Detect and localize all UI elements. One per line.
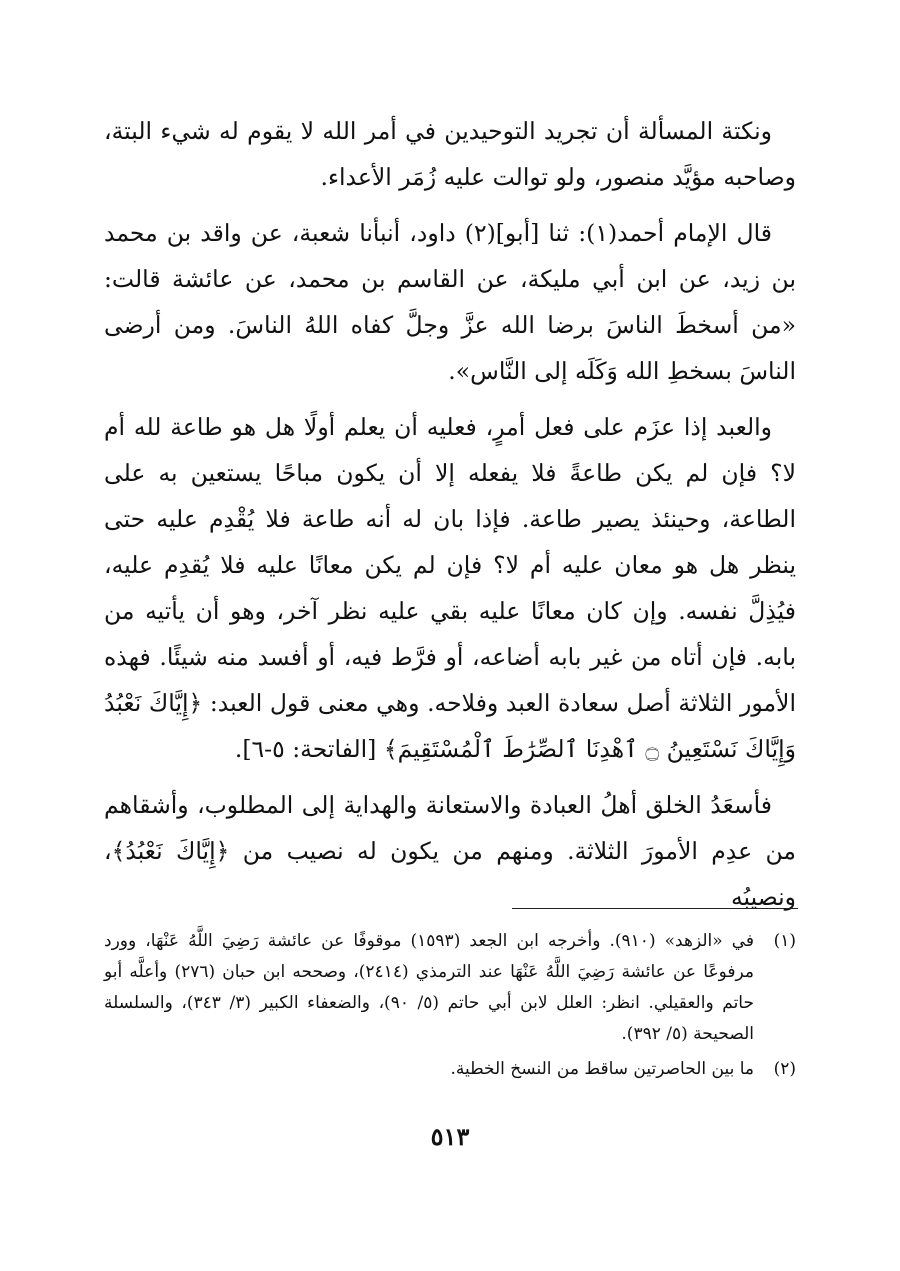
paragraph: فأسعَدُ الخلق أهلُ العبادة والاستعانة والهداية إلى المطلوب، وأشقاهم من عدِم الأمورَ الثلاثة. ومنهم من يكون له نصيب من ﴿إِيَّاكَ نَعْبُدُ﴾، ونصيبُه: [104, 791, 796, 911]
paragraph: قال الإمام أحمد(١): ثنا [أبو](٢) داود، أنبأنا شعبة، عن واقد بن محمد بن زيد، عن ابن أبي مليكة، عن القاسم بن محمد، عن عائشة قالت: «من أسخطَ الناسَ برضا الله عزَّ وجلَّ كفاه اللهُ الناسَ. ومن أرضى الناسَ بسخطِ الله وَكَلَه إلى النَّاس».: [104, 219, 796, 385]
footnote: [104, 926, 796, 1050]
footnote-text: ما بين الحاصرتين ساقط من النسخ الخطية.: [450, 1059, 754, 1079]
footnote: [104, 1054, 796, 1085]
footnotes: [104, 926, 796, 1089]
paragraph: ونكتة المسألة أن تجريد التوحيدين في أمر الله لا يقوم له شيء البتة، وصاحبه مؤيَّد منصور، ولو توالت عليه زُمَر الأعداء.: [104, 117, 796, 191]
paragraph: والعبد إذا عزَم على فعل أمرٍ، فعليه أن يعلم أولًا هل هو طاعة لله أم لا؟ فإن لم يكن طاعةً فلا يفعله إلا أن يكون مباحًا يستعين به على الطاعة، وحينئذ يصير طاعة. فإذا بان له أنه طاعة فلا يُقْدِم عليه حتى ينظر هل هو معان عليه أم لا؟ فإن لم يكن معانًا عليه فلا يُقدِم عليه، فيُذِلَّ نفسه. وإن كان معانًا عليه بقي عليه نظر آخر، وهو أن يأتيه من بابه. فإن أتاه من غير بابه أضاعه، أو فرَّط فيه، أو أفسد منه شيئًا. فهذه الأمور الثلاثة أصل سعادة العبد وفلاحه. وهي معنى قول العبد: ﴿إِيَّاكَ نَعْبُدُ وَإِيَّاكَ نَسْتَعِينُ ۝ ٱهْدِنَا ٱلصِّرَٰطَ ٱلْمُسْتَقِيمَ﴾ [الفاتحة: ٥-٦].: [104, 413, 796, 763]
footnote-number: (٢): [773, 1059, 796, 1079]
main-text: [104, 108, 796, 930]
footnote-text: في «الزهد» (٩١٠). وأخرجه ابن الجعد (١٥٩٣) موقوفًا عن عائشة رَضِيَ اللَّهُ عَنْهَا، وورد مرفوعًا عن عائشة رَضِيَ اللَّهُ عَنْهَا عند الترمذي (٢٤١٤)، وصححه ابن حبان (٢٧٦) وأعلَّه أبو حاتم والعقيلي. انظر: العلل لابن أبي حاتم (٥/ ٩٠)، والضعفاء الكبير (٣/ ٣٤٣)، والسلسلة الصحيحة (٥/ ٣٩٢).: [104, 931, 754, 1044]
footnote-separator: [512, 908, 798, 909]
page-number: ٥١٣: [430, 1122, 470, 1151]
footnote-number: (١): [773, 931, 796, 951]
